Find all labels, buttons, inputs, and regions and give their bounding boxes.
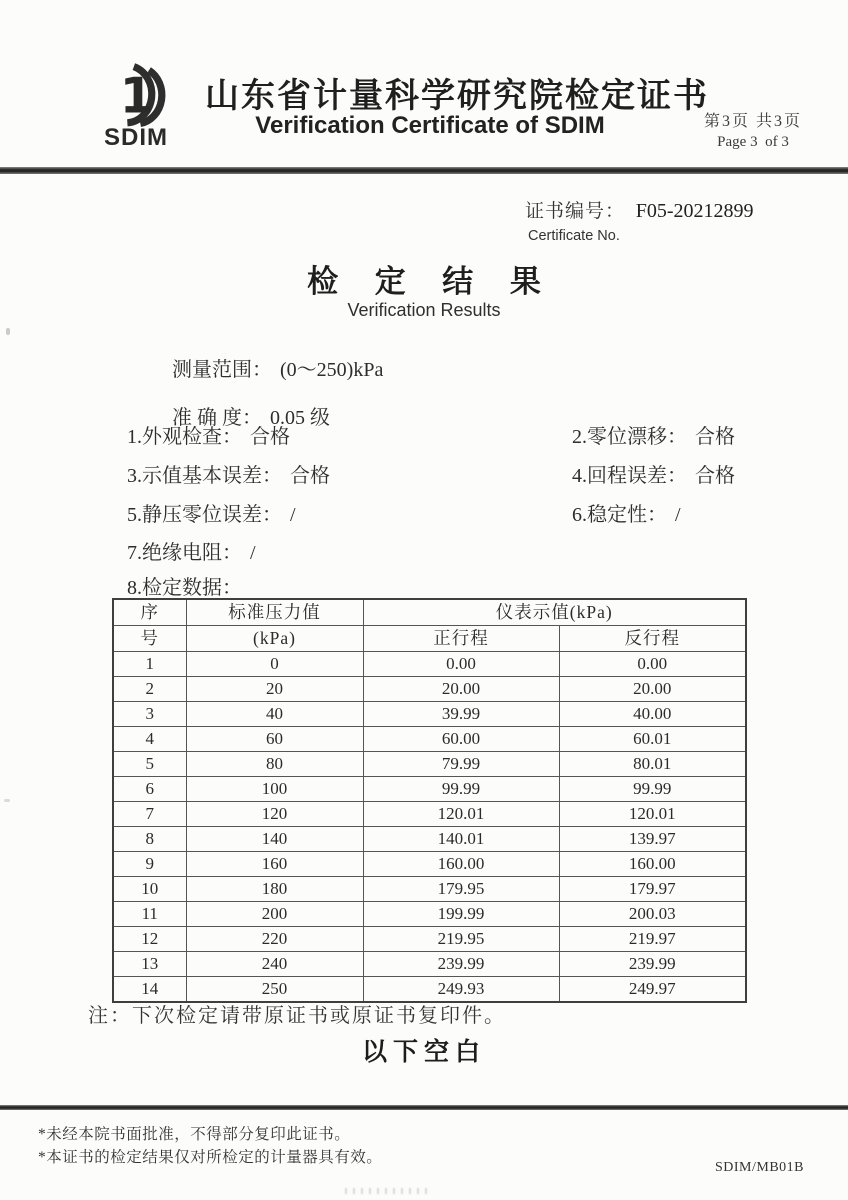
footer-note-2: *本证书的检定结果仅对所检定的计量器具有效。	[38, 1149, 383, 1166]
table-row: 9 160 160.00 160.00	[113, 852, 746, 877]
form-code: SDIM/MB01B	[714, 1160, 804, 1175]
page-indicator	[668, 108, 838, 151]
table-row: 12 220 219.95 219.97	[113, 927, 746, 952]
accuracy-class-label: 准 确 度：	[172, 407, 262, 429]
table-row: 11 200 199.99 200.03	[113, 902, 746, 927]
certificate-number-label-en: Certificate No.	[528, 228, 620, 244]
page-indicator-en: Page 3 of 3	[717, 134, 789, 150]
col-standard-pressure: 标准压力值	[186, 599, 363, 626]
logo-label: SDIM	[104, 124, 168, 151]
page-indicator-cn: 第3页 共3页	[703, 113, 802, 130]
sdim-logo	[84, 58, 188, 152]
check-item-stability: 6.稳定性： /	[572, 504, 681, 526]
svg-text:1: 1	[119, 67, 154, 125]
scan-speck	[4, 799, 10, 802]
table-row: 3 40 39.99 40.00	[113, 702, 746, 727]
results-heading-cn: 检 定 结 果	[307, 264, 555, 299]
col-backward: 反行程	[559, 626, 746, 652]
check-item-zero-drift: 2.零位漂移： 合格	[572, 426, 735, 448]
revalidation-note: 注：下次检定请带原证书或原证书复印件。	[88, 1005, 506, 1027]
sdim-emblem-icon	[90, 58, 182, 130]
table-header-row-2	[113, 626, 746, 652]
table-row: 5 80 79.99 80.01	[113, 752, 746, 777]
footer-divider	[0, 1105, 848, 1110]
table-row: 10 180 179.95 179.97	[113, 877, 746, 902]
check-item-hysteresis: 4.回程误差： 合格	[572, 465, 735, 487]
col-forward: 正行程	[363, 626, 559, 652]
col-indication-group: 仪表示值(kPa)	[363, 599, 746, 626]
measuring-range-value: (0～250)kPa	[280, 359, 384, 381]
footer-note-1: *未经本院书面批准，不得部分复印此证书。	[38, 1126, 351, 1143]
blank-below-label: 以下空白	[361, 1038, 486, 1066]
table-row: 8 140 140.01 139.97	[113, 827, 746, 852]
certificate-number-label: 证书编号：	[525, 201, 626, 222]
header-divider	[0, 167, 848, 174]
col-standard-unit: (kPa)	[186, 626, 363, 652]
certificate-number	[525, 196, 754, 223]
check-item-verification-data: 8.检定数据：	[127, 577, 242, 599]
table-header-row-1	[113, 599, 746, 626]
table-row: 7 120 120.01 120.01	[113, 802, 746, 827]
table-row: 1 0 0.00 0.00	[113, 652, 746, 677]
verification-data-table	[112, 598, 747, 1003]
table-row: 6 100 99.99 99.99	[113, 777, 746, 802]
measuring-range-label: 测量范围：	[172, 359, 272, 381]
table-row: 2 20 20.00 20.00	[113, 677, 746, 702]
check-item-appearance: 1.外观检查： 合格	[127, 426, 290, 448]
scan-smudge	[345, 1188, 433, 1194]
table-row: 14 250 249.93 249.97	[113, 977, 746, 1003]
table-row: 13 240 239.99 239.99	[113, 952, 746, 977]
check-item-insulation-resistance: 7.绝缘电阻： /	[127, 542, 256, 564]
col-seq-bottom: 号	[113, 626, 186, 652]
scan-speck	[6, 328, 10, 335]
col-seq-top: 序	[113, 599, 186, 626]
page-title-en: Verification Certificate of SDIM	[255, 112, 605, 139]
page-title-cn: 山东省计量科学研究院检定证书	[205, 78, 709, 115]
certificate-number-value: F05-20212899	[635, 200, 754, 222]
accuracy-class-value: 0.05 级	[270, 407, 330, 429]
check-item-basic-error: 3.示值基本误差： 合格	[127, 465, 330, 487]
results-heading-en: Verification Results	[347, 300, 501, 320]
check-item-static-zero-error: 5.静压零位误差： /	[127, 504, 296, 526]
table-row: 4 60 60.00 60.01	[113, 727, 746, 752]
